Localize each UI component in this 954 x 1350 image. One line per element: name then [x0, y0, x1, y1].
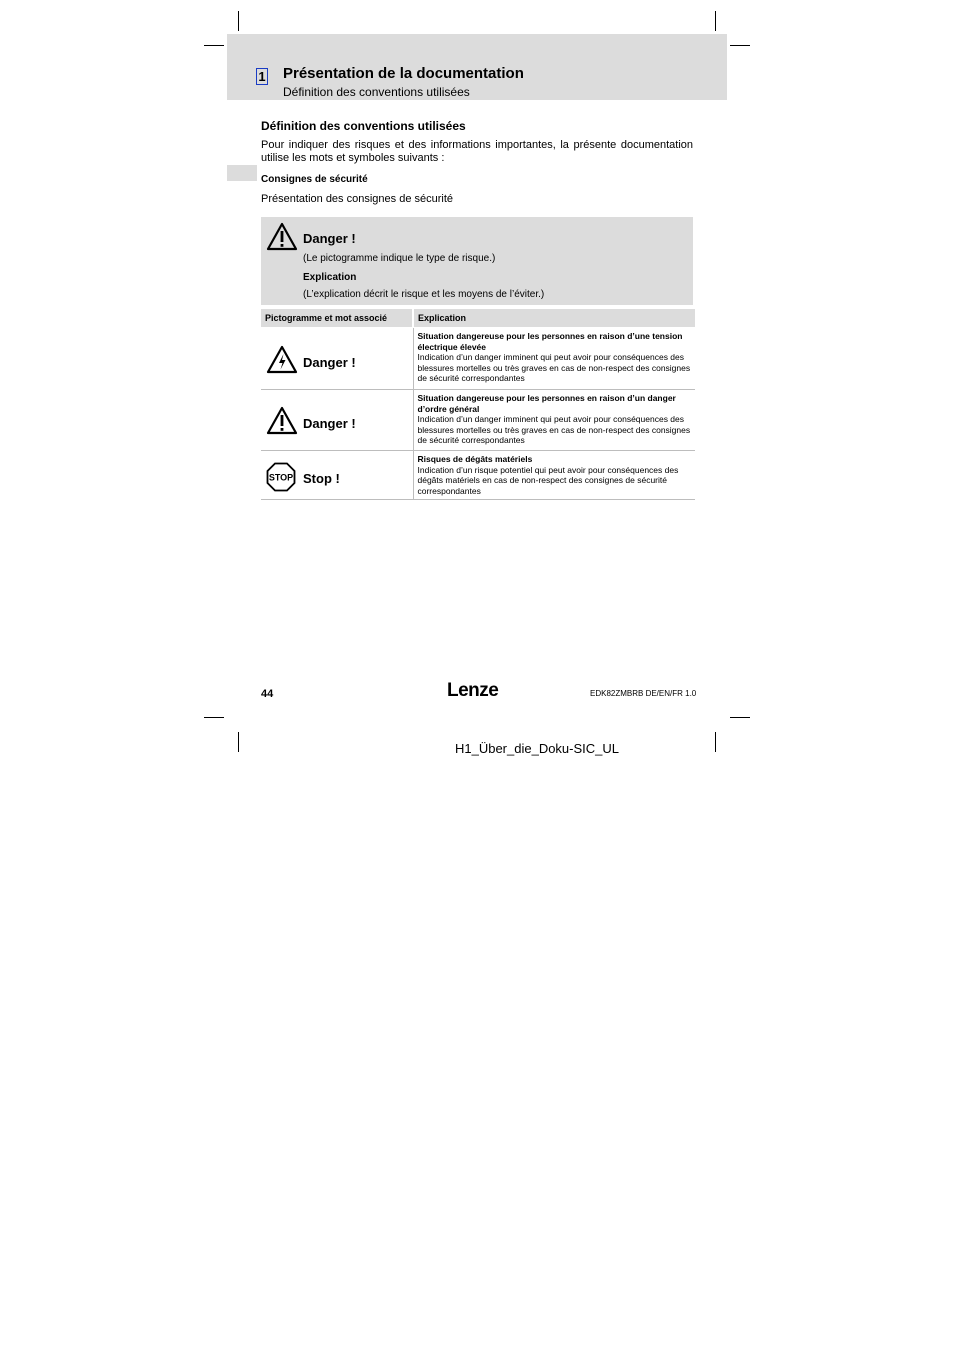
row-explanation-heading: Risques de dégâts matériels — [417, 454, 533, 464]
danger-notice-box — [261, 217, 693, 305]
row-explanation-heading: Situation dangereuse pour les personnes en raison d’un danger d’ordre général — [417, 393, 676, 414]
row-explanation-heading: Situation dangereuse pour les personnes en raison d’une tension électrique élevée — [417, 331, 683, 352]
row-signal-word: Danger ! — [303, 416, 356, 431]
presentation-text: Présentation des consignes de sécurité — [261, 193, 454, 205]
intro-paragraph: Pour indiquer des risques et des informations importantes, la présente documentation utilise les mots et symboles suivants : — [261, 139, 693, 164]
lenze-logo: Lenze — [447, 680, 499, 701]
row-signal-word: Danger ! — [303, 355, 356, 370]
page-number: 44 — [261, 688, 274, 700]
warning-triangle-icon — [266, 222, 298, 252]
table-row — [261, 390, 695, 451]
row-explanation-body: Indication d’un danger imminent qui peut avoir pour conséquences des blessures mortelles ou très graves en cas de non-respect des consignes de sécurité correspondantes — [417, 414, 691, 445]
chapter-title: Présentation de la documentation — [283, 65, 524, 82]
table-row — [261, 451, 695, 500]
side-tab-marker — [227, 165, 257, 181]
stop-sign-text: STOP — [268, 472, 294, 483]
danger-pictogram-note: (Le pictogramme indique le type de risque.) — [303, 253, 496, 264]
safety-subtitle: Consignes de sécurité — [261, 174, 368, 185]
danger-signal-word: Danger ! — [303, 231, 356, 246]
stop-sign-icon — [266, 462, 296, 492]
table-header-explanation: Explication — [413, 309, 695, 328]
high-voltage-triangle-icon — [266, 345, 298, 375]
section-title: Définition des conventions utilisées — [261, 119, 466, 133]
document-reference: EDK82ZMBRB DE/EN/FR 1.0 — [590, 689, 697, 698]
table-header-pictogram: Pictogramme et mot associé — [261, 309, 413, 328]
row-signal-word: Stop ! — [303, 471, 340, 486]
conventions-table — [261, 309, 695, 500]
table-row — [261, 328, 695, 390]
file-name-label: H1_Über_die_Doku-SIC_UL — [454, 741, 620, 756]
chapter-subtitle: Définition des conventions utilisées — [283, 85, 470, 99]
danger-explanation-label: Explication — [303, 272, 357, 283]
row-explanation-body: Indication d’un risque potentiel qui peut avoir pour conséquences des dégâts matériels en cas de non-respect des consignes de sécurité correspondantes — [417, 464, 679, 496]
warning-triangle-icon — [266, 406, 298, 436]
row-explanation-body: Indication d’un danger imminent qui peut avoir pour conséquences des blessures mortelles ou très graves en cas de non-respect des consignes de sécurité correspondantes — [417, 352, 691, 383]
danger-explanation-note: (L’explication décrit le risque et les moyens de l’éviter.) — [303, 289, 545, 300]
chapter-number: 1 — [256, 68, 268, 85]
